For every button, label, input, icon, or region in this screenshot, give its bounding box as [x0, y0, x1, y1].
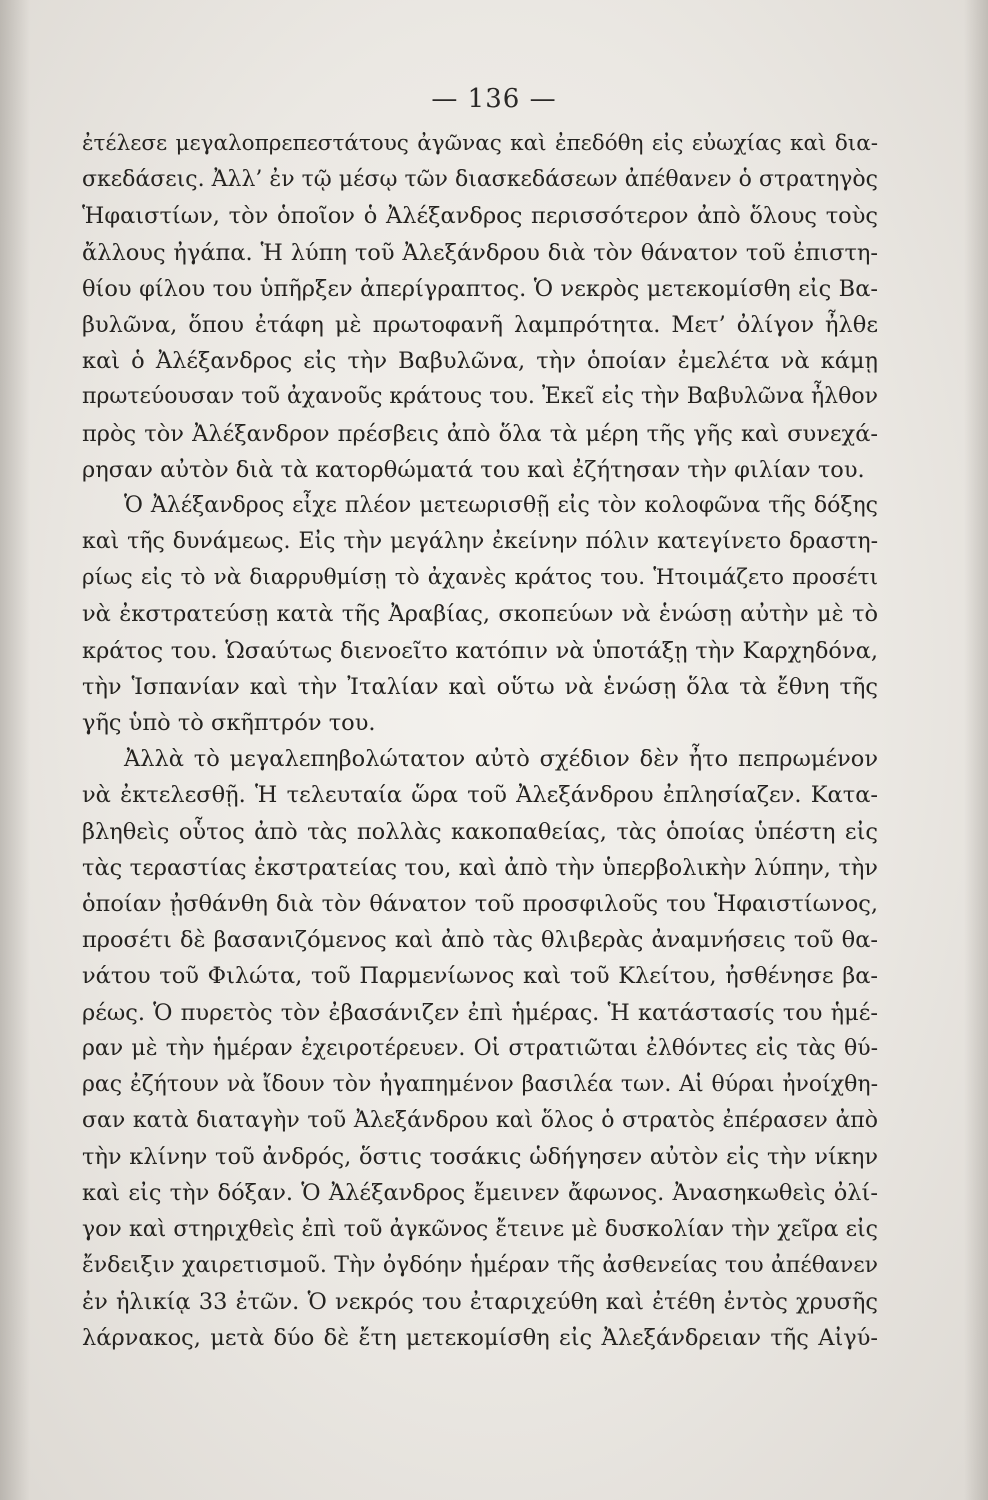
- text-line: πρωτεύουσαν τοῦ ἀχανοῦς κράτους του. Ἐκεῖ εἰς τὴν Βαβυλῶνα ἦλθον: [82, 384, 878, 410]
- text-line: ρίως εἰς τὸ νὰ διαρρυθμίσῃ τὸ ἀχανὲς κράτος του. Ἡτοιμάζετο προσέτι: [82, 565, 878, 591]
- text-line: κράτος του. Ὡσαύτως διενοεῖτο κατόπιν νὰ ὑποτάξῃ τὴν Καρχηδόνα,: [82, 637, 878, 664]
- text-line: θίου φίλου του ὑπῆρξεν ἀπερίγραπτος. Ὁ νεκρὸς μετεκομίσθη εἰς Βα-: [82, 275, 878, 302]
- text-line: ρησαν αὐτὸν διὰ τὰ κατορθώματά του καὶ ἐζήτησαν τὴν φιλίαν του.: [82, 456, 865, 483]
- text-line: βυλῶνα, ὅπου ἐτάφη μὲ πρωτοφανῆ λαμπρότητα. Μετ’ ὀλίγον ἦλθε: [82, 311, 878, 338]
- text-line: ἔνδειξιν χαιρετισμοῦ. Τὴν ὀγδόην ἡμέραν τῆς ἀσθενείας του ἀπέθανεν: [82, 1252, 878, 1278]
- text-line: Ἀλλὰ τὸ μεγαλεπηβολώτατον αὐτὸ σχέδιον δὲν ἦτο πεπρωμένον: [124, 746, 878, 773]
- text-line: σκεδάσεις. Ἀλλ’ ἐν τῷ μέσῳ τῶν διασκεδάσεων ἀπέθανεν ὁ στρατηγὸς: [82, 167, 878, 193]
- text-line: ρέως. Ὁ πυρετὸς τὸν ἐβασάνιζεν ἐπὶ ἡμέρας. Ἡ κατάστασίς του ἡμέ-: [82, 999, 878, 1026]
- text-line: νὰ ἐκστρατεύσῃ κατὰ τῆς Ἀραβίας, σκοπεύων νὰ ἑνώσῃ αὐτὴν μὲ τὸ: [82, 601, 878, 628]
- text-line: λάρνακος, μετὰ δύο δὲ ἔτη μετεκομίσθη εἰς Ἀλεξάνδρειαν τῆς Αἰγύ-: [82, 1325, 878, 1352]
- page-edge-shadow-right: [964, 0, 988, 1500]
- text-line: ραν μὲ τὴν ἡμέραν ἐχειροτέρευεν. Οἱ στρατιῶται ἐλθόντες εἰς τὰς θύ-: [82, 1035, 878, 1061]
- text-line: ἐτέλεσε μεγαλοπρεπεστάτους ἀγῶνας καὶ ἐπεδόθη εἰς εὐωχίας καὶ δια-: [82, 131, 878, 156]
- body-text: [82, 126, 878, 1356]
- page-edge-shadow-left: [0, 0, 30, 1500]
- text-line: νάτου τοῦ Φιλώτα, τοῦ Παρμενίωνος καὶ τοῦ Κλείτου, ἠσθένησε βα-: [82, 963, 878, 990]
- text-line: σαν κατὰ διαταγὴν τοῦ Ἀλεξάνδρου καὶ ὅλος ὁ στρατὸς ἐπέρασεν ἀπὸ: [82, 1108, 878, 1134]
- page-number: — 136 —: [431, 84, 557, 114]
- text-line: ἐν ἡλικίᾳ 33 ἐτῶν. Ὁ νεκρός του ἐταριχεύθη καὶ ἐτέθη ἐντὸς χρυσῆς: [82, 1289, 878, 1315]
- text-line: Ὁ Ἀλέξανδρος εἶχε πλέον μετεωρισθῇ εἰς τὸν κολοφῶνα τῆς δόξης: [124, 492, 878, 518]
- text-line: ρας ἐζήτουν νὰ ἴδουν τὸν ἠγαπημένον βασιλέα των. Αἱ θύραι ἠνοίχθη-: [82, 1071, 878, 1097]
- text-line: καὶ ὁ Ἀλέξανδρος εἰς τὴν Βαβυλῶνα, τὴν ὁποίαν ἐμελέτα νὰ κάμῃ: [82, 348, 878, 375]
- text-line: γῆς ὑπὸ τὸ σκῆπτρόν του.: [82, 710, 376, 736]
- text-line: νὰ ἐκτελεσθῇ. Ἡ τελευταία ὥρα τοῦ Ἀλεξάνδρου ἐπλησίαζεν. Κατα-: [82, 782, 878, 809]
- text-line: καὶ εἰς τὴν δόξαν. Ὁ Ἀλέξανδρος ἔμεινεν ἄφωνος. Ἀνασηκωθεὶς ὀλί-: [82, 1180, 878, 1207]
- text-line: τὰς τεραστίας ἐκστρατείας του, καὶ ἀπὸ τὴν ὑπερβολικὴν λύπην, τὴν: [82, 854, 878, 881]
- text-line: ὁποίαν ᾐσθάνθη διὰ τὸν θάνατον τοῦ προσφιλοῦς του Ἡφαιστίωνος,: [82, 890, 878, 917]
- text-line: γον καὶ στηριχθεὶς ἐπὶ τοῦ ἀγκῶνος ἔτεινε μὲ δυσκολίαν τὴν χεῖρα εἰς: [82, 1216, 878, 1242]
- text-line: καὶ τῆς δυνάμεως. Εἰς τὴν μεγάλην ἐκείνην πόλιν κατεγίνετο δραστη-: [82, 529, 878, 555]
- text-line: βληθεὶς οὗτος ἀπὸ τὰς πολλὰς κακοπαθείας, τὰς ὁποίας ὑπέστη εἰς: [82, 818, 878, 845]
- text-line: ἄλλους ἠγάπα. Ἡ λύπη τοῦ Ἀλεξάνδρου διὰ τὸν θάνατον τοῦ ἐπιστη-: [82, 239, 878, 266]
- text-line: τὴν Ἱσπανίαν καὶ τὴν Ἰταλίαν καὶ οὕτω νὰ ἑνώσῃ ὅλα τὰ ἔθνη τῆς: [82, 673, 878, 700]
- text-line: πρὸς τὸν Ἀλέξανδρον πρέσβεις ἀπὸ ὅλα τὰ μέρη τῆς γῆς καὶ συνεχά-: [82, 420, 878, 447]
- text-line: Ἡφαιστίων, τὸν ὁποῖον ὁ Ἀλέξανδρος περισσότερον ἀπὸ ὅλους τοὺς: [82, 203, 878, 230]
- text-line: προσέτι δὲ βασανιζόμενος καὶ ἀπὸ τὰς θλιβερὰς ἀναμνήσεις τοῦ θα-: [82, 927, 878, 954]
- text-line: τὴν κλίνην τοῦ ἀνδρός, ὅστις τοσάκις ὡδήγησεν αὐτὸν εἰς τὴν νίκην: [82, 1144, 878, 1171]
